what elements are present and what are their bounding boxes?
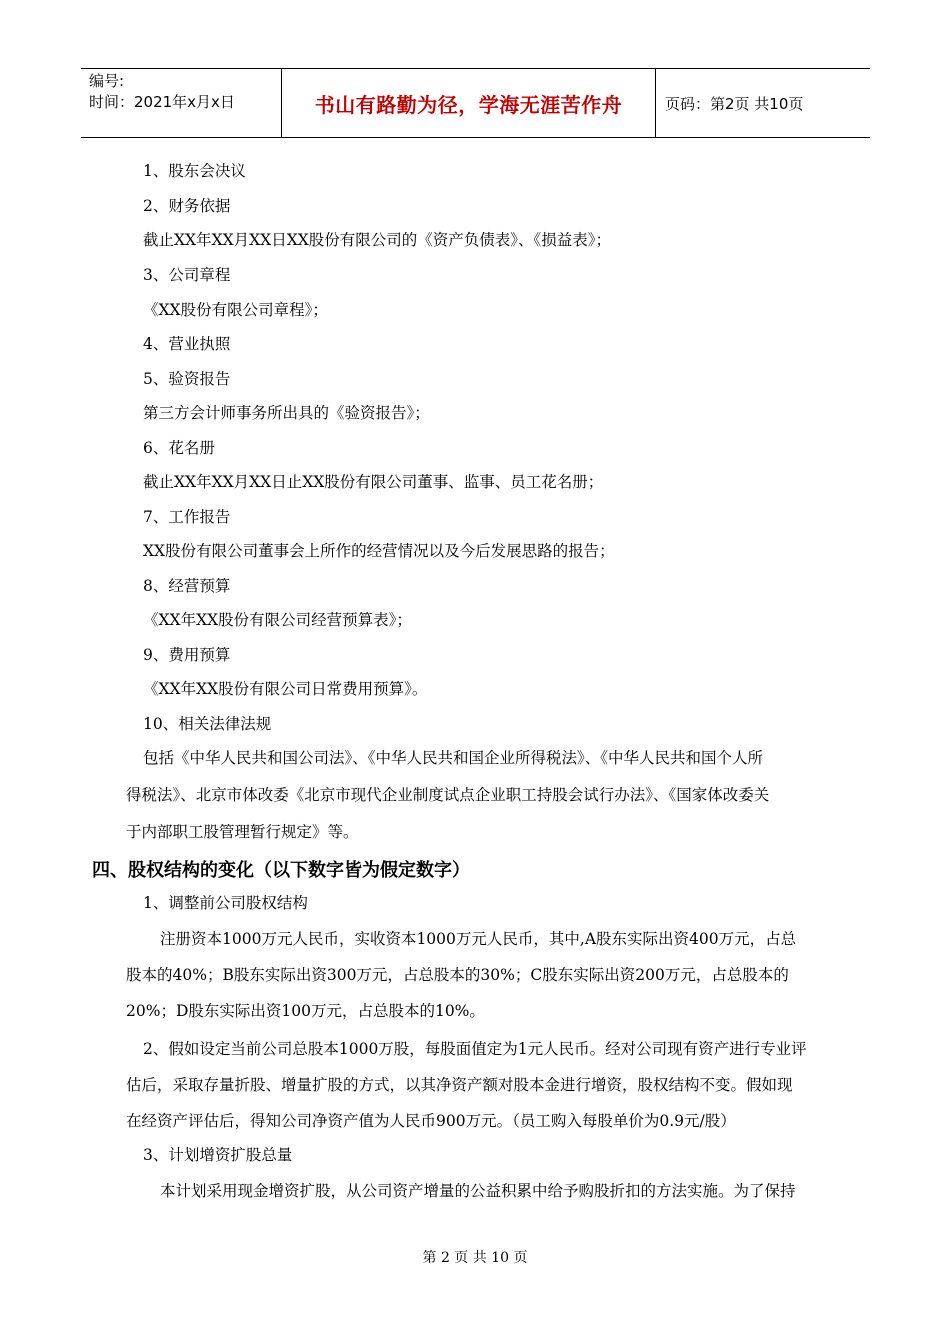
paragraph-line: 包括《中华人民共和国公司法》、《中华人民共和国企业所得税法》、《中华人民共和国个人所 — [143, 749, 764, 767]
paragraph-line: 《XX年XX股份有限公司日常费用预算》。 — [143, 680, 428, 698]
paragraph-line: 《XX年XX股份有限公司经营预算表》； — [143, 611, 412, 629]
header-number: 编号: — [89, 72, 125, 90]
page-footer: 第 2 页 共 10 页 — [422, 1250, 528, 1266]
paragraph-line: 注册资本1000万元人民币，实收资本1000万元人民币，其中,A股东实际出资400万元，占总 — [160, 930, 797, 948]
list-item: 3、计划增资扩股总量 — [143, 1146, 293, 1164]
list-item: 8、经营预算 — [143, 577, 231, 595]
paragraph-line: 得税法》、北京市体改委《北京市现代企业制度试点企业职工持股会试行办法》、《国家体改委关 — [126, 786, 770, 804]
paragraph-line: 于内部职工股管理暂行规定》等。 — [126, 823, 359, 841]
section-heading: 四、股权结构的变化（以下数字皆为假定数字） — [92, 860, 470, 881]
list-item: 10、相关法律法规 — [143, 715, 272, 733]
paragraph-line: 《XX股份有限公司章程》； — [143, 301, 328, 319]
list-item: 3、公司章程 — [143, 266, 231, 284]
paragraph-line: XX股份有限公司董事会上所作的经营情况以及今后发展思路的报告； — [143, 542, 615, 560]
paragraph-line: 本计划采用现金增资扩股，从公司资产增量的公益积累中给予购股折扣的方法实施。为了保持 — [160, 1182, 796, 1200]
list-item: 2、财务依据 — [143, 197, 231, 215]
list-item: 7、工作报告 — [143, 508, 231, 526]
header-page-number: 页码：第2页 共10页 — [665, 94, 804, 113]
header-meta — [81, 69, 282, 137]
paragraph-line: 2、假如设定当前公司总股本1000万股，每股面值定为1元人民币。经对公司现有资产进行专业评 — [143, 1040, 807, 1058]
paragraph-line: 在经资产评估后，得知公司净资产值为人民币900万元。（员工购入每股单价为0.9元/股） — [126, 1112, 736, 1130]
paragraph-line: 20%；D股东实际出资100万元，占总股本的10%。 — [126, 1002, 485, 1020]
list-item: 9、费用预算 — [143, 646, 231, 664]
list-item: 6、花名册 — [143, 439, 215, 457]
list-item: 5、验资报告 — [143, 370, 231, 388]
paragraph-line: 截止XX年XX月XX日XX股份有限公司的《资产负债表》、《损益表》； — [143, 231, 612, 249]
list-item: 4、营业执照 — [143, 335, 231, 353]
paragraph-line: 股本的40%；B股东实际出资300万元，占总股本的30%；C股东实际出资200万元，占总股本的 — [126, 966, 789, 984]
page-header — [81, 68, 870, 138]
list-item: 1、股东会决议 — [143, 162, 246, 180]
paragraph-line: 估后，采取存量折股、增量扩股的方式，以其净资产额对股本金进行增资，股权结构不变。假如现 — [126, 1076, 793, 1094]
paragraph-line: 第三方会计师事务所出具的《验资报告》； — [143, 404, 430, 422]
header-motto: 书山有路勤为径，学海无涯苦作舟 — [282, 69, 656, 137]
paragraph-line: 截止XX年XX月XX日止XX股份有限公司董事、监事、员工花名册； — [143, 473, 604, 491]
list-item: 1、调整前公司股权结构 — [143, 894, 308, 912]
header-time: 时间：2021年x月x日 — [89, 93, 235, 111]
